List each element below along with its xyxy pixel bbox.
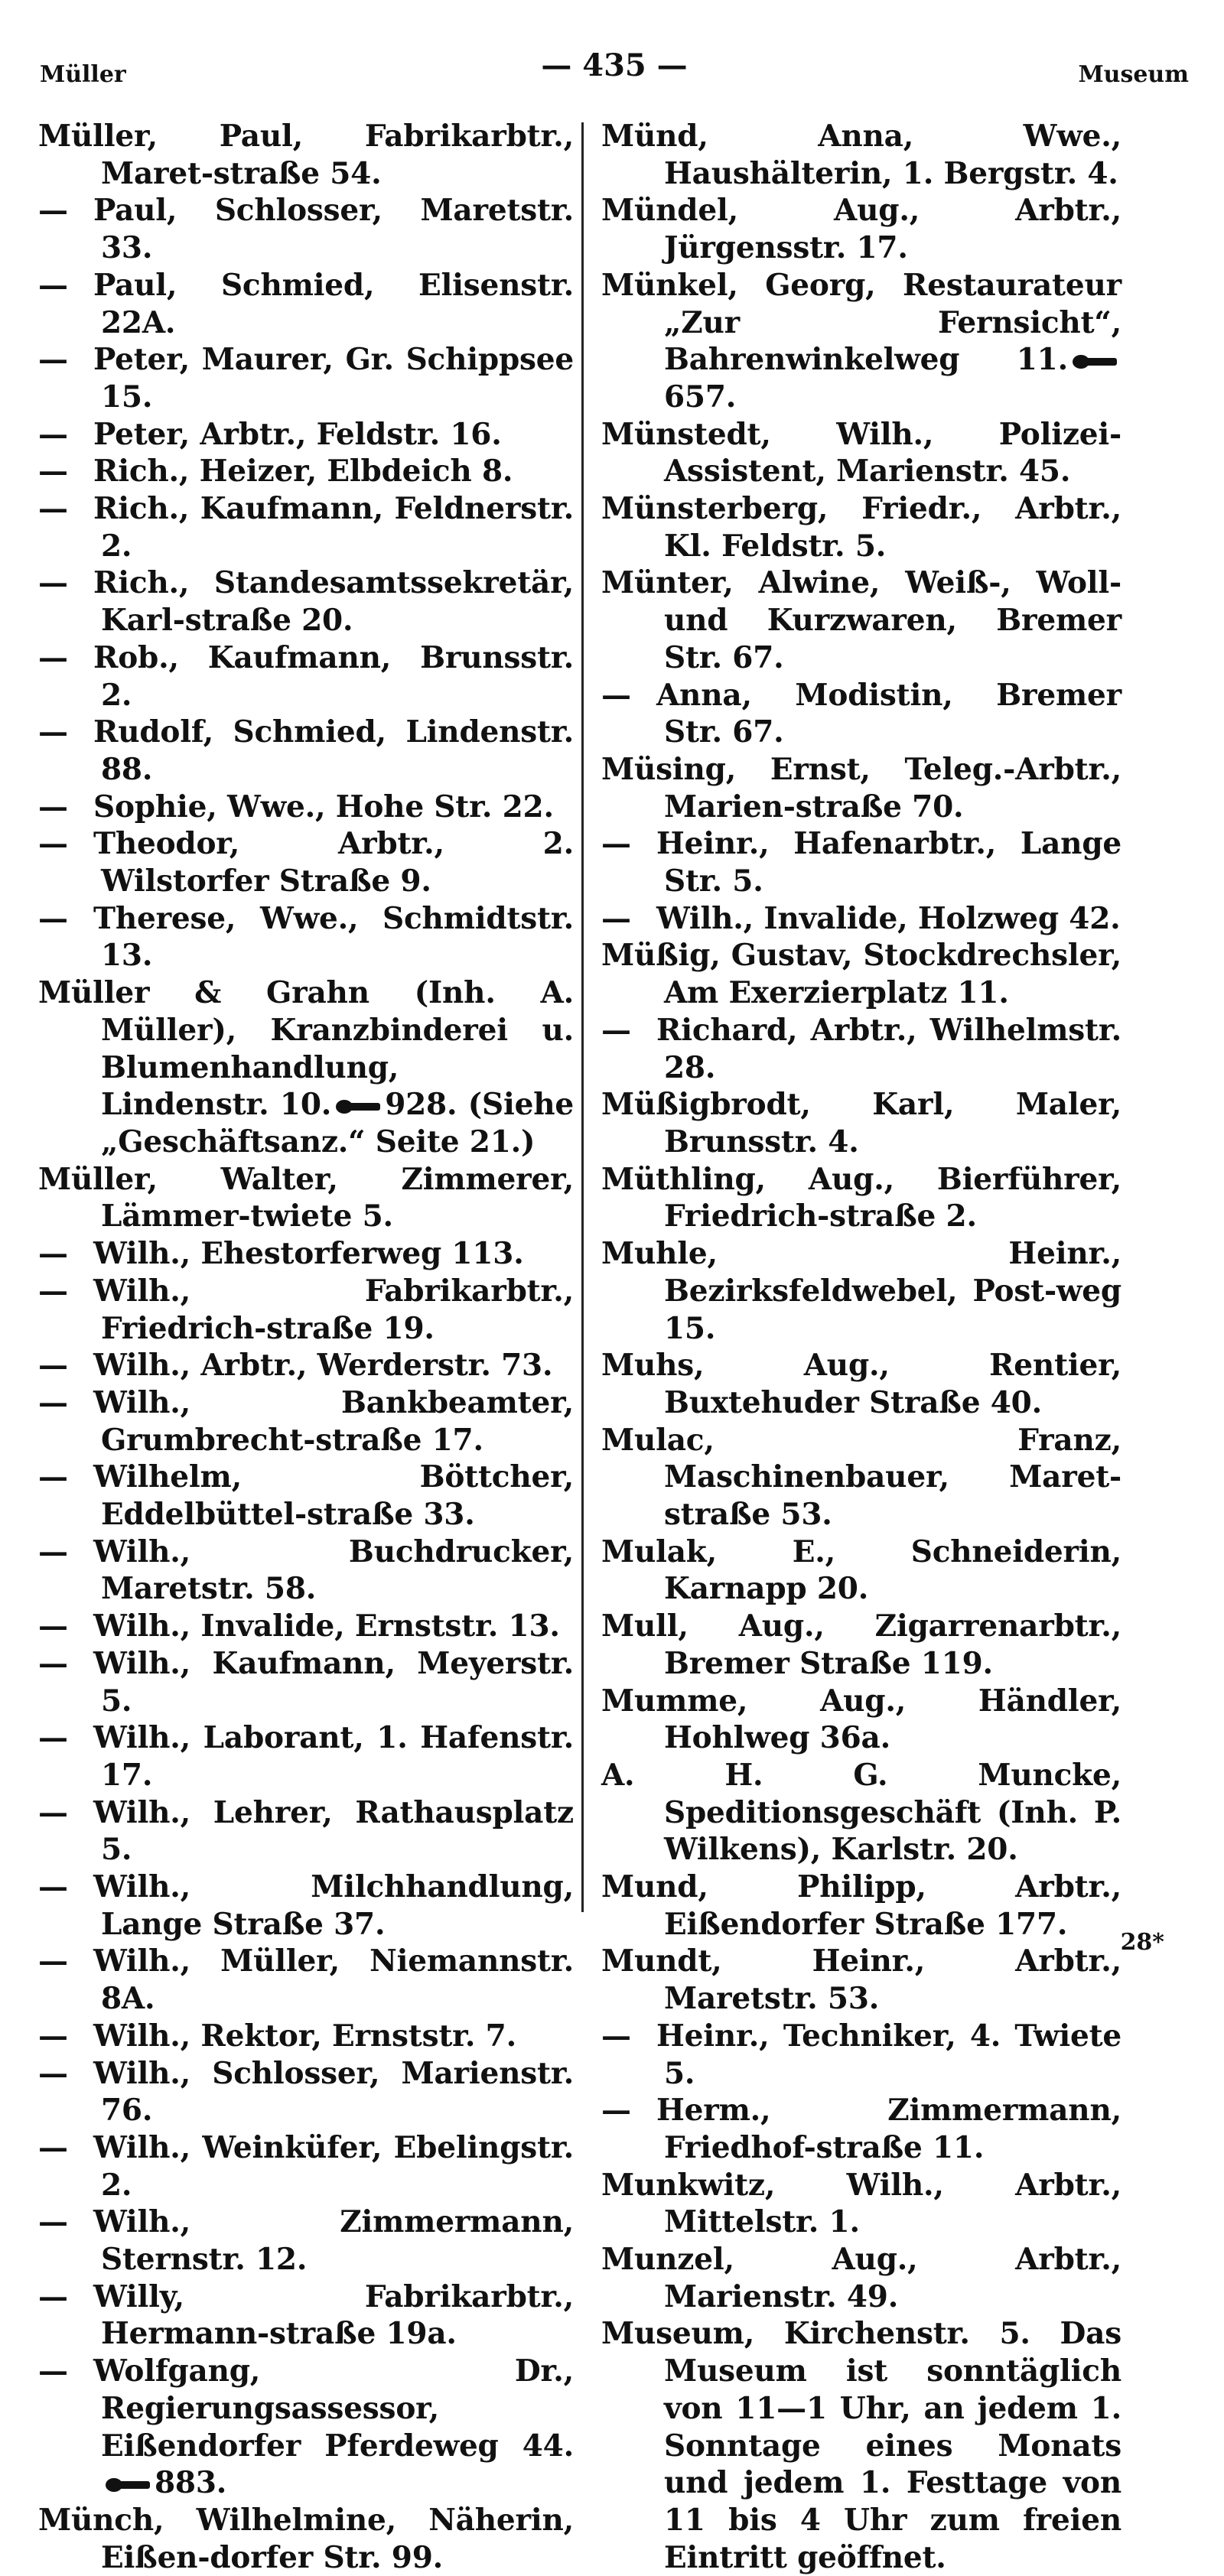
entry-text: Rob., Kaufmann, Brunsstr. 2. [93,639,574,713]
ditto-dash: — [38,789,68,825]
ditto-dash: — [601,826,631,862]
column-divider [581,122,584,1912]
directory-entry [38,341,574,415]
ditto-dash: — [38,714,68,750]
directory-entry [601,1086,1121,1160]
ditto-dash: — [601,677,631,713]
entry-text: Herm., Zimmermann, Friedhof-straße 11. [656,2093,1121,2165]
ditto-dash: — [38,1608,68,1644]
telephone-icon [106,2477,150,2493]
telephone-icon [1073,353,1117,370]
ditto-dash: — [38,639,68,675]
directory-entry [38,974,574,1161]
directory-entry [601,1608,1121,1682]
ditto-dash: — [38,267,68,303]
entry-text: Münstedt, Wilh., Polizei-Assistent, Marienstr. 45. [601,416,1121,490]
telephone-number: 928. [385,1087,457,1123]
entry-text: Wilh., Buchdrucker, Maretstr. 58. [93,1534,574,1607]
directory-entry [38,900,574,974]
signature-mark: 28* [1120,1929,1164,1956]
ditto-dash: — [38,1534,68,1569]
entry-text: Richard, Arbtr., Wilhelmstr. 28. [656,1012,1121,1085]
ditto-dash: — [38,1794,68,1830]
entry-text: Wilhelm, Böttcher, Eddelbüttel-straße 33. [93,1459,574,1533]
directory-entry [601,2241,1121,2315]
ditto-dash: — [38,2278,68,2314]
directory-entry [601,677,1121,751]
entry-text: Rudolf, Schmied, Lindenstr. 88. [93,714,574,787]
ditto-dash: — [38,2055,68,2091]
ditto-dash: — [38,826,68,862]
directory-entry [38,1534,574,1608]
directory-entry [38,2018,574,2055]
entry-text: Anna, Modistin, Bremer Str. 67. [656,677,1121,750]
directory-entry [38,825,574,899]
entry-text: Münter, Alwine, Weiß-, Woll- und Kurzwaren, Bremer Str. 67. [601,565,1121,675]
ditto-dash: — [601,2018,631,2054]
ditto-dash: — [38,1869,68,1905]
entry-text: Wilh., Kaufmann, Meyerstr. 5. [93,1645,574,1719]
directory-entry [38,714,574,788]
directory-entry [601,2092,1121,2166]
directory-entry [601,1012,1121,1086]
directory-entry [601,2018,1121,2092]
entry-text: Wilh., Laborant, 1. Hafenstr. 17. [93,1720,574,1793]
directory-entry [38,1347,574,1384]
entry-text: Willy, Fabrikarbtr., Hermann-straße 19a. [93,2278,574,2352]
header-left-guide-word: Müller [40,61,126,88]
entry-text: Mulak, E., Schneiderin, Karnapp 20. [601,1534,1121,1607]
entry-text: Heinr., Techniker, 4. Twiete 5. [656,2018,1121,2091]
entry-text: Wilh., Invalide, Ernststr. 13. [93,1608,560,1644]
entry-text: Münsterberg, Friedr., Arbtr., Kl. Feldstr. 5. [601,491,1121,564]
directory-entry [38,1459,574,1533]
directory-entry [38,2204,574,2278]
entry-text: Mündel, Aug., Arbtr., Jürgensstr. 17. [601,193,1121,266]
ditto-dash: — [38,1720,68,1756]
directory-entry [601,1422,1121,1534]
entry-text: Wilh., Fabrikarbtr., Friedrich-straße 19. [93,1273,574,1346]
directory-entry [601,2315,1121,2576]
ditto-dash: — [38,491,68,527]
left-column [38,118,574,2576]
telephone-number: 657. [664,379,737,415]
directory-entry [38,267,574,341]
directory-entry [38,1235,574,1273]
entry-text: Rich., Kaufmann, Feldnerstr. 2. [93,491,574,564]
directory-entry [38,453,574,490]
ditto-dash: — [38,1459,68,1495]
directory-entry [38,2353,574,2502]
entry-text: Wilh., Arbtr., Werderstr. 73. [93,1348,553,1384]
entry-text: Museum, Kirchenstr. 5. Das Museum ist sonntäglich von 11—1 Uhr, an jedem 1. Sonntage eines Monats und jedem 1. Festtage von 11 bis 4 Uhr zum freien Eintritt geöffnet. [601,2316,1121,2575]
directory-entry [38,118,574,192]
directory-entry [601,1683,1121,1757]
directory-entry [38,1384,574,1459]
entry-text: Mundt, Heinr., Arbtr., Maretstr. 53. [601,1943,1121,2017]
ditto-dash: — [601,2093,631,2129]
directory-entry [601,1869,1121,1943]
ditto-dash: — [38,1384,68,1420]
ditto-dash: — [38,2129,68,2165]
entry-text: Wilh., Schlosser, Marienstr. 76. [93,2055,574,2129]
entry-text: Paul, Schlosser, Maretstr. 33. [93,193,574,266]
directory-entry [601,564,1121,676]
entry-text: Mulac, Franz, Maschinenbauer, Maret-straße 53. [601,1422,1121,1533]
entry-text: Mumme, Aug., Händler, Hohlweg 36a. [601,1683,1121,1756]
directory-entry [38,490,574,564]
entry-text: Müsing, Ernst, Teleg.-Arbtr., Marien-straße 70. [601,751,1121,825]
directory-entry [601,2167,1121,2241]
directory-entry [38,1794,574,1869]
entry-text: Wilh., Rektor, Ernststr. 7. [93,2018,516,2054]
directory-entry [38,2129,574,2204]
directory-entry [38,1645,574,1719]
directory-entry [601,192,1121,266]
entry-text: Wilh., Zimmermann, Sternstr. 12. [93,2204,574,2278]
directory-entry [601,751,1121,825]
directory-entry [601,1534,1121,1608]
page-number: — 435 — [541,47,688,83]
page-header [40,44,1189,98]
directory-entry [38,1161,574,1235]
directory-entry [601,118,1121,192]
ditto-dash: — [38,900,68,936]
right-column [601,118,1121,2576]
entry-text: Mull, Aug., Zigarrenarbtr., Bremer Straße 119. [601,1608,1121,1681]
entry-text: Münd, Anna, Wwe., Haushälterin, 1. Bergstr. 4. [601,119,1121,191]
directory-entry [601,1347,1121,1421]
entry-text: Theodor, Arbtr., 2. Wilstorfer Straße 9. [93,826,574,899]
directory-entry [601,1757,1121,1869]
entry-text: Wilh., Weinküfer, Ebelingstr. 2. [93,2129,574,2203]
directory-entry [38,416,574,454]
directory-entry [38,1608,574,1645]
ditto-dash: — [38,1236,68,1272]
directory-entry [601,1943,1121,2017]
ditto-dash: — [601,900,631,936]
ditto-dash: — [38,565,68,601]
entry-text: Therese, Wwe., Schmidtstr. 13. [93,900,574,974]
entry-text: Wolfgang, Dr., Regierungsassessor, Eißendorfer Pferdeweg 44. [93,2353,574,2464]
entry-text: Munkwitz, Wilh., Arbtr., Mittelstr. 1. [601,2167,1121,2240]
entry-note: (Siehe „Geschäftsanz.“ Seite 21.) [101,1087,574,1160]
entry-text: Rich., Heizer, Elbdeich 8. [93,454,513,490]
directory-entry [38,1869,574,1943]
entry-text: Muhs, Aug., Rentier, Buxtehuder Straße 40. [601,1348,1121,1420]
entry-text: Wilh., Müller, Niemannstr. 8A. [93,1943,574,2017]
entry-text: Peter, Arbtr., Feldstr. 16. [93,416,502,452]
entry-text: Paul, Schmied, Elisenstr. 22A. [93,267,574,340]
ditto-dash: — [38,416,68,452]
entry-text: Müthling, Aug., Bierführer, Friedrich-straße 2. [601,1161,1121,1234]
entry-text: Mund, Philipp, Arbtr., Eißendorfer Straße 177. [601,1869,1121,1942]
directory-entry [38,639,574,714]
entry-text: Wilh., Ehestorferweg 113. [93,1236,524,1272]
directory-entry [38,789,574,826]
telephone-icon [336,1098,380,1115]
directory-entry [601,1235,1121,1347]
directory-entry [38,2502,574,2576]
entry-text: Wilh., Invalide, Holzweg 42. [656,900,1121,936]
entry-text: Münch, Wilhelmine, Näherin, Eißen-dorfer Str. 99. [38,2503,574,2575]
ditto-dash: — [38,2353,68,2389]
ditto-dash: — [38,2204,68,2240]
entry-text: Wilh., Lehrer, Rathausplatz 5. [93,1794,574,1868]
directory-entry [38,1943,574,2017]
ditto-dash: — [38,1348,68,1384]
header-right-guide-word: Museum [1078,61,1189,88]
directory-entry [601,937,1121,1011]
telephone-number: 883. [155,2465,227,2501]
entry-text: Müßigbrodt, Karl, Maler, Brunsstr. 4. [601,1087,1121,1160]
directory-entry [601,900,1121,938]
directory-entry [601,416,1121,490]
directory-entry [601,267,1121,416]
entry-text: Münkel, Georg, Restaurateur „Zur Fernsicht“, Bahrenwinkelweg 11. [601,267,1121,378]
ditto-dash: — [38,1273,68,1309]
ditto-dash: — [38,2018,68,2054]
ditto-dash: — [38,193,68,229]
ditto-dash: — [38,342,68,378]
entry-text: Munzel, Aug., Arbtr., Marienstr. 49. [601,2242,1121,2314]
directory-entry [601,490,1121,564]
entry-text: Wilh., Milchhandlung, Lange Straße 37. [93,1869,574,1942]
ditto-dash: — [601,1012,631,1048]
ditto-dash: — [38,1645,68,1681]
entry-text: Peter, Maurer, Gr. Schippsee 15. [93,342,574,415]
entry-text: Müßig, Gustav, Stockdrechsler, Am Exerzierplatz 11. [601,938,1121,1011]
directory-entry [38,1719,574,1794]
entry-text: Müller, Paul, Fabrikarbtr., Maret-straße 54. [38,119,574,191]
directory-entry [38,2055,574,2129]
directory-entry [38,564,574,639]
directory-entry [38,192,574,266]
entry-text: Sophie, Wwe., Hohe Str. 22. [93,789,554,825]
entry-text: Muhle, Heinr., Bezirksfeldwebel, Post-weg 15. [601,1236,1121,1346]
entry-text: Müller & Grahn (Inh. A. Müller), Kranzbinderei u. Blumenhandlung, Lindenstr. 10. [38,975,574,1123]
ditto-dash: — [38,1943,68,1979]
entry-text: A. H. G. Muncke, Speditionsgeschäft (Inh. P. Wilkens), Karlstr. 20. [601,1757,1121,1868]
entry-text: Heinr., Hafenarbtr., Lange Str. 5. [656,826,1121,899]
ditto-dash: — [38,454,68,490]
directory-entry [601,1161,1121,1235]
entry-text: Müller, Walter, Zimmerer, Lämmer-twiete 5. [38,1161,574,1234]
directory-entry [38,1273,574,1347]
entry-text: Rich., Standesamtssekretär, Karl-straße 20. [93,565,574,639]
directory-entry [601,825,1121,899]
directory-entry [38,2278,574,2353]
entry-text: Wilh., Bankbeamter, Grumbrecht-straße 17. [93,1384,574,1458]
